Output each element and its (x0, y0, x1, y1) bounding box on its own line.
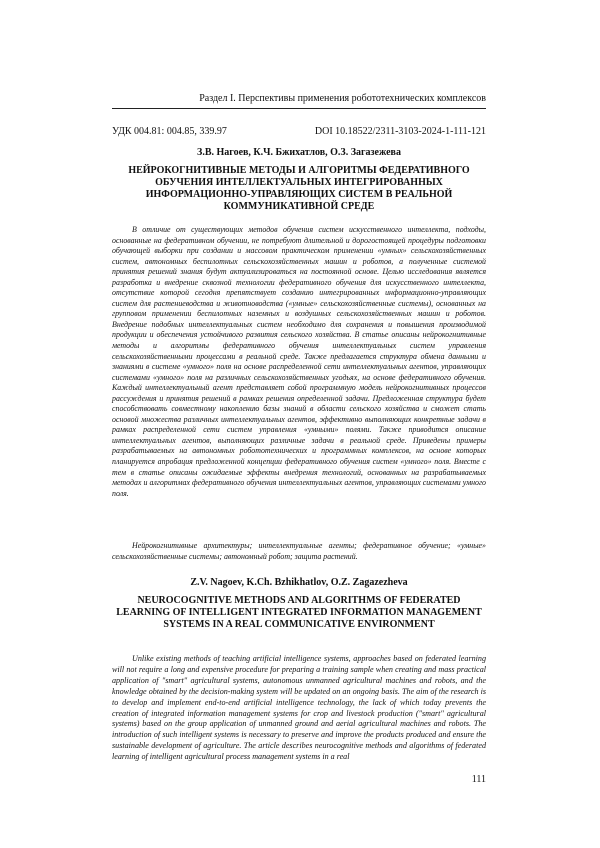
authors-en: Z.V. Nagoev, K.Ch. Bzhikhatlov, O.Z. Zagazezheva (190, 577, 408, 588)
title-en: NEUROCOGNITIVE METHODS AND ALGORITHMS OF FEDERATED LEARNING OF INTELLIGENT INTEGRATED INFORMATION MANAGEMENT SYSTEMS IN A REAL COMMUNICATIVE ENVIRONMENT (116, 595, 482, 630)
keywords-ru: Нейрокогнитивные архитектуры; интеллектуальные агенты; федеративное обучение; «умные» сельскохозяйственные системы; автономный робот; защита растений. (112, 541, 486, 561)
abstract-ru: В отличие от существующих методов обучения систем искусственного интеллекта, подходы, основанные на федеративном обучении, не потребуют длительной и дорогостоящей процедуры подготовки обучающей выборки при создании и массовом практическом применении «умных» сельскохозяйственных систем, автономных беспилотных сельскохозяйственных машин и роботов, а полученные системой принятия решений знания будут актуализироваться на постоянной основе. Целью исследования является разработка и внедрение сквозной технологии федеративного обучения для искусственного интеллекта, отсутствие которой сегодня препятствует созданию интегрированных информационно-управляющих систем для растениеводства и животноводства («умные» сельскохозяйственные системы), основанных на групповом применении беспилотных наземных и воздушных сельскохозяйственных машин и роботов. Внедрение подобных интеллектуальных систем необходимо для сохранения и повышения производимой продукции и обеспечения устойчивого развития сельского хозяйства. В статье описаны нейрокогнитивные методы и алгоритмы федеративного обучения интеллектуальных систем управления сельскохозяйственными процессами в реальной среде. Также предлагается структура обмена данными и знаниями в системе «умного» поля на основе распределенной сети интеллектуальных агентов, управляющих системами «умного» поля на различных сельскохозяйственных угодьях, на основе федеративного обучения. Каждый интеллектуальный агент представляет собой программную модель нейрокогнитивных процессов рассуждения и принятия решений в рамках решения определенной задачи. Предложенная структура будет способствовать совместному накоплению базы знаний в области сельского хозяйства и сможет стать основой множества различных интеллектуальных агентов, эффективно выполняющих конкретные задачи в рамках распределенной сети систем управления «умными» полями. Также приводится описание интеллектуальных агентов, выполняющих различные задачи в реальной среде. Приведены примеры разрабатываемых на автономных робототехнических и программных комплексов, на основе которых планируется апробация предложенной концепции федеративного обучения систем «умного» поля. Вместе с тем в статье описаны ожидаемые эффекты внедрения технологий, основанных на разрабатываемых методах и алгоритмах федеративного обучения интеллектуальных агентов, управляющих системами умного поля. (112, 225, 486, 498)
udc-code: УДК 004.81: 004.85, 339.97 (112, 126, 227, 137)
header-rule (112, 108, 486, 109)
doi: DOI 10.18522/2311-3103-2024-1-111-121 (314, 126, 486, 137)
title-ru: НЕЙРОКОГНИТИВНЫЕ МЕТОДЫ И АЛГОРИТМЫ ФЕДЕРАТИВНОГО ОБУЧЕНИЯ ИНТЕЛЛЕКТУАЛЬНЫХ ИНТЕГРИРОВАННЫХ ИНФОРМАЦИОННО-УПРАВЛЯЮЩИХ СИСТЕМ В РЕАЛЬНОЙ КОММУНИКАТИВНОЙ СРЕДЕ (128, 165, 470, 212)
abstract-en: Unlike existing methods of teaching artificial intelligence systems, approaches based on federated learning will not require a long and expensive procedure for preparing a training sample when creating and mass practical application of "smart" agricultural systems, autonomous unmanned agricultural machines and robots, and the knowledge obtained by the decision-making system will be updated on an ongoing basis. The aim of the research is to develop and implement end-to-end artificial intelligence technology, the lack of which today prevents the creation of integrated information management systems for crop and livestock production ("smart" agricultural systems) based on the group application of unmanned ground and aerial agricultural machines and robots. The introduction of such intelligent systems is necessary to preserve and improve the products produced and ensure the sustainable development of agriculture. The article describes neurocognitive methods and algorithms of federated learning of intelligent agricultural process management systems in a real (112, 654, 486, 762)
running-head: Раздел I. Перспективы применения робототехнических комплексов (199, 93, 486, 104)
authors-ru: З.В. Нагоев, К.Ч. Бжихатлов, О.З. Загазежева (197, 147, 401, 158)
page-number: 111 (471, 774, 486, 785)
